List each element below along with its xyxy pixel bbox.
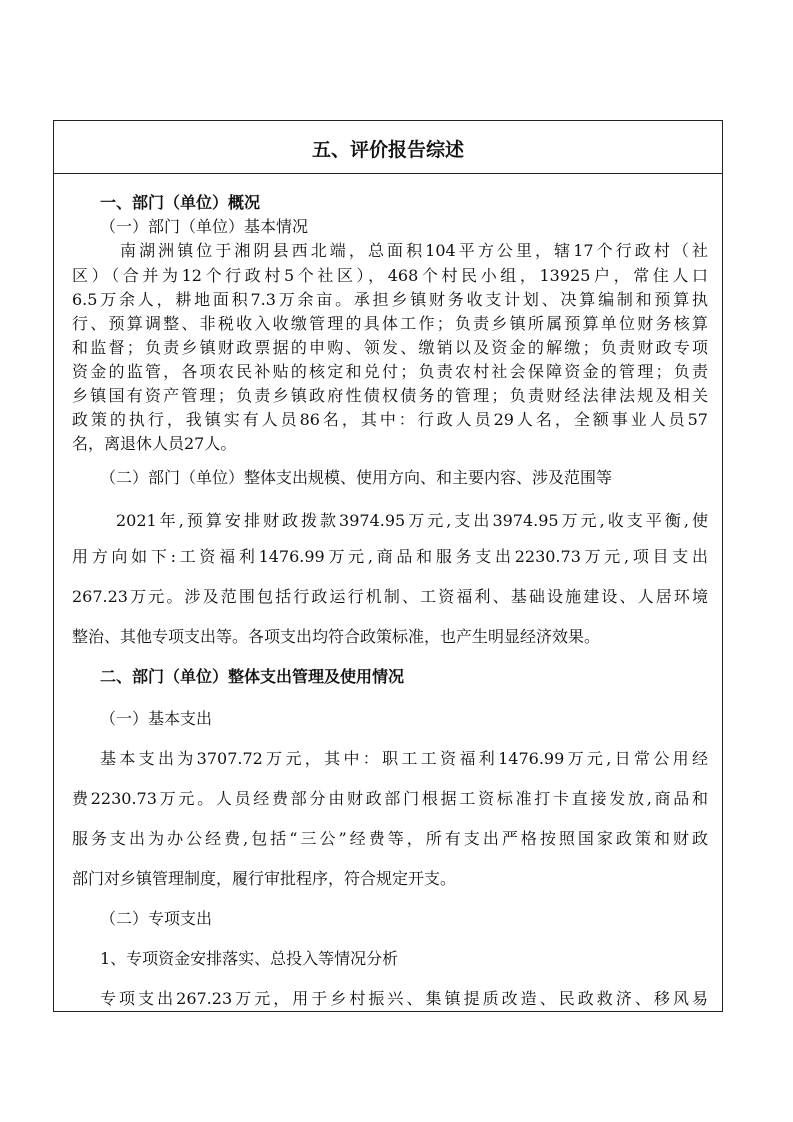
paragraph-line: 用方向如下:工资福利1476.99万元,商品和服务支出2230.73万元,项目支出 xyxy=(72,547,708,566)
paragraph-line: 服务支出为办公经费,包括“三公”经费等，所有支出严格按照国家政策和财政 xyxy=(72,829,708,848)
subheading-expenditure-scale: （二）部门（单位）整体支出规模、使用方向、和主要内容、涉及范围等 xyxy=(100,468,613,487)
paragraph-line: 267.23万元。涉及范围包括行政运行机制、工资福利、基础设施建设、人居环境 xyxy=(72,587,708,606)
paragraph-line: 2021年,预算安排财政拨款3974.95万元,支出3974.95万元,收支平衡,使 xyxy=(116,511,708,530)
paragraph-line: 专项支出267.23万元，用于乡村振兴、集镇提质改造、民政救济、移风易 xyxy=(100,989,708,1008)
paragraph-line: 资金的监管，各项农民补贴的核定和兑付；负责农村社会保障资金的管理；负责 xyxy=(72,362,708,381)
heading-dept-overview: 一、部门（单位）概况 xyxy=(100,193,261,212)
paragraph-line: 行、预算调整、非税收入收缴管理的具体工作；负责乡镇所属预算单位财务核算 xyxy=(72,314,708,333)
title-row xyxy=(54,121,722,174)
paragraph-line: 政策的执行，我镇实有人员86名，其中：行政人员29人名，全额事业人员57 xyxy=(72,410,708,429)
paragraph-line: 乡镇国有资产管理；负责乡镇政府性债权债务的管理；负责财经法律法规及相关 xyxy=(72,386,708,405)
subheading-basic-expenditure: （一）基本支出 xyxy=(100,709,213,728)
heading-expenditure-management: 二、部门（单位）整体支出管理及使用情况 xyxy=(100,667,405,686)
paragraph-line: 整治、其他专项支出等。各项支出均符合政策标准，也产生明显经济效果。 xyxy=(72,627,601,646)
paragraph-line: 基本支出为3707.72万元，其中：职工工资福利1476.99万元,日常公用经 xyxy=(100,749,708,768)
paragraph-line: 部门对乡镇管理制度，履行审批程序，符合规定开支。 xyxy=(72,869,457,888)
subheading-special-expenditure: （二）专项支出 xyxy=(100,909,213,928)
item-special-funds-analysis: 1、专项资金安排落实、总投入等情况分析 xyxy=(100,949,399,968)
paragraph-line: 区）（合并为12个行政村5个社区），468个村民小组，13925户，常住人口 xyxy=(72,266,708,285)
paragraph-line: 名，离退休人员27人。 xyxy=(72,434,237,453)
paragraph-line: 费2230.73万元。人员经费部分由财政部门根据工资标准打卡直接发放,商品和 xyxy=(72,789,708,808)
paragraph-line: 6.5万余人，耕地面积7.3万余亩。承担乡镇财务收支计划、决算编制和预算执 xyxy=(72,290,708,309)
report-table-frame xyxy=(53,120,723,1012)
subheading-basic-info: （一）部门（单位）基本情况 xyxy=(100,217,309,236)
section-title: 五、评价报告综述 xyxy=(311,139,464,161)
paragraph-line: 南湖洲镇位于湘阴县西北端，总面积104平方公里，辖17个行政村（社 xyxy=(120,241,708,260)
paragraph-line: 和监督；负责乡镇财政票据的申购、领发、缴销以及资金的解缴；负责财政专项 xyxy=(72,338,708,357)
